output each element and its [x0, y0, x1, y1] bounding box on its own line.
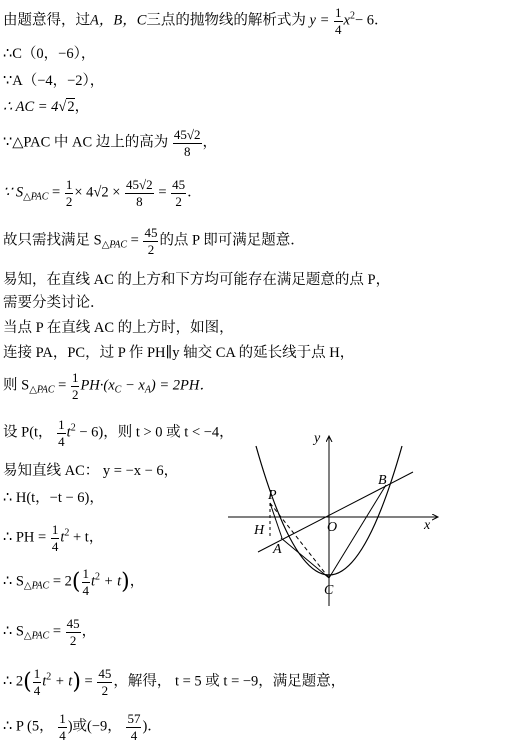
text: − 6)，则 t > 0 或 t < −4，: [75, 424, 234, 441]
text: ，: [81, 623, 97, 640]
coordinate-figure: [226, 428, 446, 608]
fraction: [143, 226, 158, 256]
numerator: 45: [98, 666, 112, 681]
text: )．: [142, 718, 162, 735]
numerator: 45√2: [173, 127, 201, 142]
fraction: [71, 371, 80, 401]
text: 连接 PA，PC，过 P 作 PH∥y 轴交 CA 的延长线于点 H，: [3, 345, 355, 361]
line-17: ∴ $S_{\triangle PAC} = 2$( $\frac{1}{4}$ $t^2 + t$)，: [3, 566, 145, 598]
math: t: [66, 424, 71, 441]
subscript: △PAC: [23, 580, 50, 592]
math: + t: [100, 573, 122, 590]
exponent: 2: [349, 10, 355, 22]
fraction: [171, 178, 186, 208]
text: 设 P(t，: [3, 424, 53, 441]
exponent: 2: [46, 671, 52, 683]
line-5: [3, 128, 217, 158]
text: =: [58, 377, 67, 394]
numerator: 1: [65, 177, 73, 192]
line-11: [3, 345, 354, 362]
math: PH·(x: [80, 377, 115, 394]
line-3: [3, 73, 104, 90]
text: ∴ H(t，−t − 6)，: [3, 490, 104, 506]
math: − x: [121, 377, 145, 394]
math: t: [60, 529, 65, 546]
text: ，: [202, 134, 218, 151]
subscript: △PAC: [29, 384, 55, 396]
math: x: [343, 12, 350, 29]
text: ．: [187, 184, 202, 201]
segment-ac: [281, 538, 329, 578]
text: 易知直线 AC： y = −x − 6，: [3, 463, 179, 479]
text: 则 S: [3, 377, 30, 394]
fraction: [334, 6, 343, 36]
numerator: 1: [58, 417, 65, 432]
numerator: 1: [59, 711, 66, 726]
fraction: [126, 712, 141, 742]
text: ，: [129, 573, 145, 590]
numerator: 45: [66, 616, 80, 631]
text: 需要分类讨论．: [3, 295, 105, 311]
line-7: [3, 226, 305, 256]
text: =: [52, 184, 61, 201]
fraction: [173, 128, 202, 158]
subscript: △PAC: [23, 630, 50, 642]
math: y =: [309, 12, 330, 29]
sqrt: 2: [67, 99, 75, 115]
text: =: [52, 623, 62, 640]
origin-label: O: [327, 520, 338, 535]
text: 的点 P 即可满足题意．: [159, 232, 305, 249]
x-axis-label: x: [424, 518, 431, 533]
segment-bc: [329, 485, 386, 578]
line-1: [3, 6, 389, 36]
denominator: 2: [147, 241, 155, 257]
numerator: 1: [71, 370, 79, 385]
exponent: 2: [95, 571, 101, 583]
text: ∵A（−4，−2），: [3, 73, 105, 89]
numerator: 1: [82, 566, 89, 581]
numerator: 1: [335, 5, 342, 20]
point-p-label: P: [268, 488, 277, 503]
text: ∴ S: [3, 573, 24, 590]
math: ∴ AC = 4: [3, 99, 59, 115]
subscript: A: [144, 384, 151, 396]
math: + t: [51, 673, 73, 690]
numerator: 1: [33, 666, 41, 681]
line-13: [3, 418, 234, 448]
text: ∵△PAC 中 AC 边上的高为: [3, 134, 169, 151]
line-16: [3, 523, 103, 553]
text: )或(−9，: [67, 718, 122, 735]
subscript: △PAC: [101, 239, 127, 251]
math: ) = 2PH．: [150, 377, 214, 394]
fraction: [125, 178, 154, 208]
line-6: [3, 178, 202, 208]
math: t: [42, 673, 47, 690]
line-12: [3, 371, 214, 401]
text: 三点的抛物线的解析式为: [146, 12, 306, 29]
denominator: 2: [65, 193, 73, 209]
subscript: C: [114, 384, 122, 396]
denominator: 2: [69, 632, 77, 648]
text: =: [130, 232, 139, 249]
y-axis-label: y: [314, 431, 321, 446]
fraction: [57, 418, 66, 448]
text: 当点 P 在直线 AC 的上方时，如图，: [3, 320, 234, 336]
denominator: 2: [175, 193, 182, 209]
numerator: 45√2: [126, 177, 153, 192]
denominator: 8: [136, 193, 143, 209]
text: ，: [74, 99, 90, 115]
fraction: [97, 667, 112, 697]
denominator: 4: [51, 538, 59, 554]
denominator: 8: [183, 143, 191, 159]
point-a-label: A: [273, 542, 282, 557]
denominator: 4: [59, 727, 66, 743]
text: ∴ S: [3, 623, 24, 640]
math: ∵ S: [3, 184, 24, 201]
denominator: 2: [101, 682, 109, 698]
text: =: [84, 673, 93, 690]
text: ∴ PH =: [3, 529, 47, 546]
text: = 2: [52, 573, 72, 590]
text: × 4√2 ×: [74, 184, 121, 201]
text: ∴ 2: [3, 673, 24, 690]
fraction: [51, 523, 60, 553]
line-20: [3, 712, 162, 742]
numerator: 57: [127, 711, 141, 726]
subscript: △PAC: [23, 191, 49, 203]
math: A，B，C: [90, 12, 147, 29]
fraction: [82, 567, 91, 597]
line-18: [3, 617, 96, 647]
denominator: 4: [82, 582, 89, 598]
exponent: 2: [70, 422, 76, 434]
text: ∴ P (5，: [3, 718, 54, 735]
line-2: [3, 46, 95, 63]
exponent: 2: [64, 527, 70, 539]
fraction: [58, 712, 67, 742]
line-4: ∴ AC = 4√2，: [3, 99, 90, 115]
point-b-label: B: [378, 473, 387, 488]
numerator: 1: [51, 522, 59, 537]
line-8: [3, 272, 390, 289]
fraction: [66, 617, 81, 647]
line-9: [3, 295, 105, 312]
fraction: [65, 178, 74, 208]
text: =: [158, 184, 167, 201]
denominator: 4: [33, 682, 41, 698]
line-15: [3, 490, 104, 507]
fraction: [33, 667, 42, 697]
numerator: 45: [144, 225, 158, 240]
text: 故只需找满足 S: [3, 232, 102, 249]
line-10: [3, 320, 234, 337]
point-h-label: H: [254, 523, 265, 538]
text: ∴C（0，−6），: [3, 46, 96, 62]
line-14: [3, 463, 178, 480]
text: − 6．: [354, 12, 389, 29]
denominator: 4: [58, 433, 65, 449]
text: ，解得， t = 5 或 t = −9，满足题意，: [113, 673, 346, 690]
line-ac: [258, 472, 413, 552]
denominator: 4: [335, 21, 342, 37]
text: 易知，在直线 AC 的上方和下方均可能存在满足题意的点 P，: [3, 272, 391, 288]
point-c-label: C: [324, 583, 334, 598]
text: + t，: [69, 529, 104, 546]
math: t: [91, 573, 96, 590]
denominator: 2: [71, 386, 79, 402]
segment-pc-dashed: [270, 503, 329, 578]
line-19: ∴ 2( $\frac{1}{4}$ $t^2 + t$) = $\frac{45}{2}$ ，解得， t = 5 或 t = −9，满足题意，: [3, 666, 346, 698]
text: 由题意得，过: [3, 12, 90, 29]
denominator: 4: [130, 727, 138, 743]
numerator: 45: [172, 177, 186, 192]
